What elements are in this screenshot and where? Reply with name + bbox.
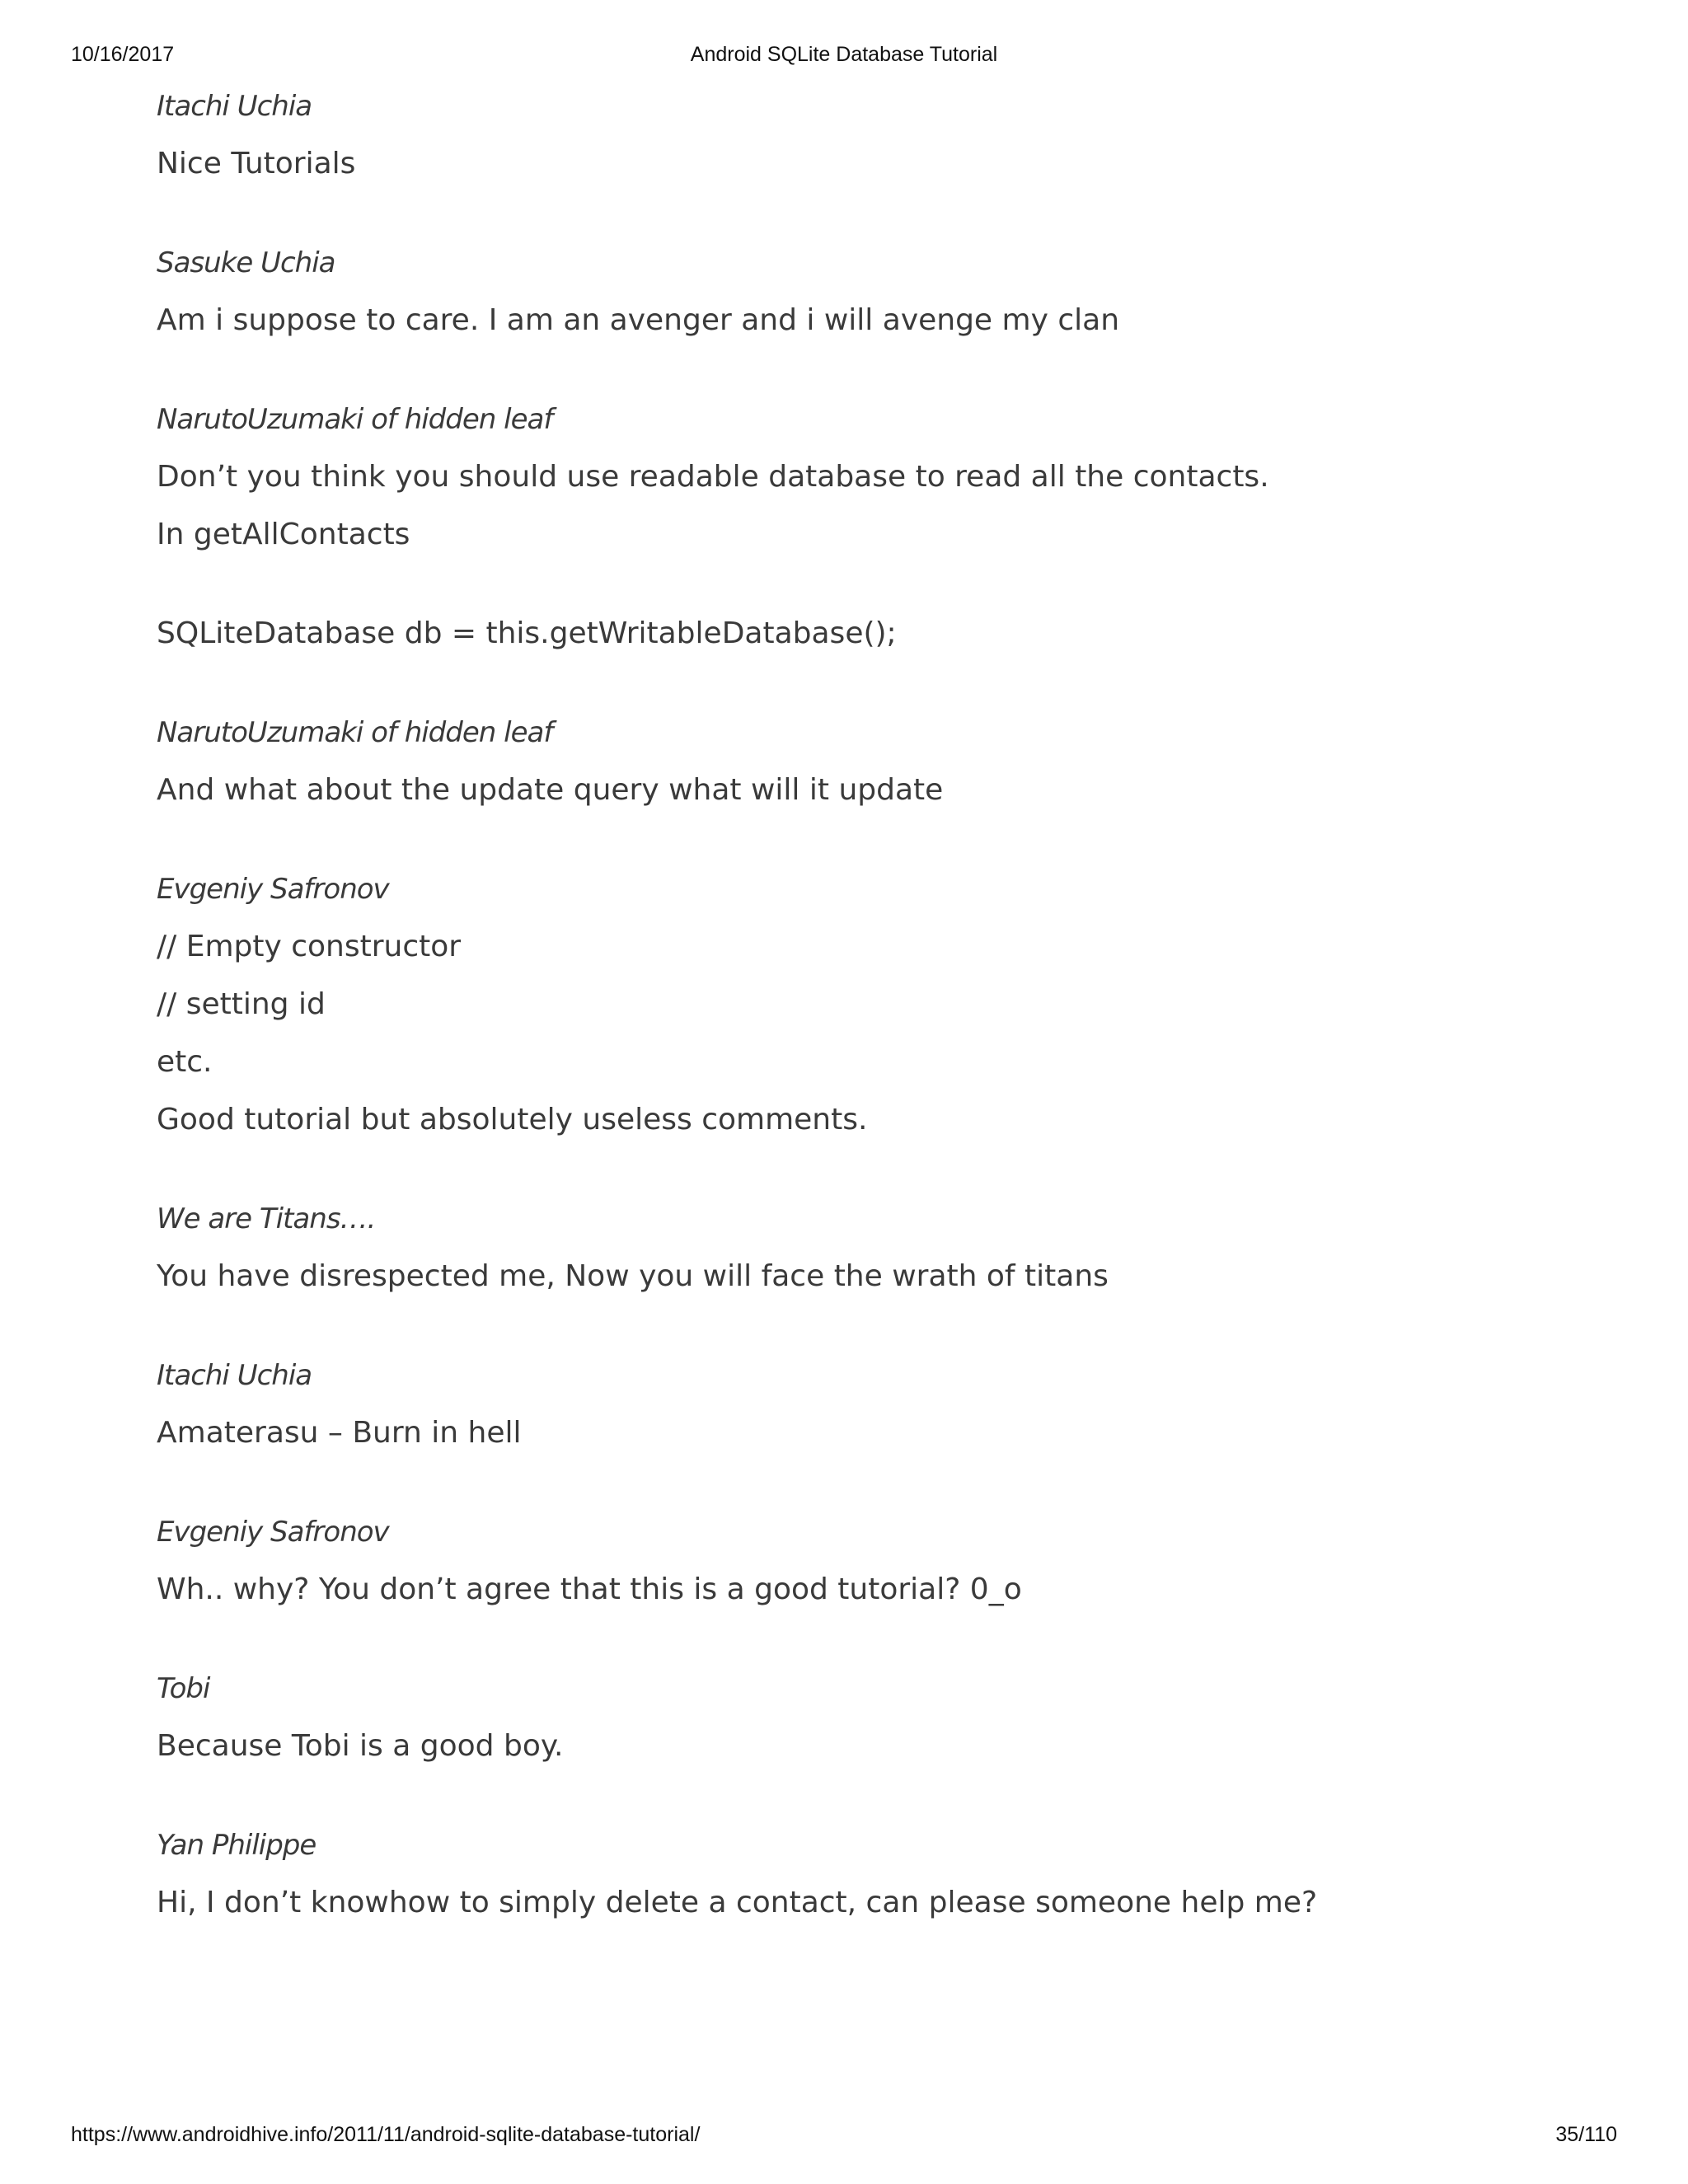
- comment: [157, 869, 1607, 1141]
- comment-author: Sasuke Uchia: [157, 246, 335, 279]
- comment-text: // Empty constructor: [157, 930, 462, 963]
- comment-text: Good tutorial but absolutely useless comments.: [157, 1103, 868, 1137]
- comment-text: Am i suppose to care. I am an avenger and i will avenge my clan: [157, 303, 1120, 337]
- comment: [157, 1668, 1607, 1767]
- comment-text: Hi, I don’t knowhow to simply delete a contact, can please someone help me?: [157, 1886, 1318, 1919]
- comment-text: // setting id: [157, 987, 326, 1021]
- comment-text: Wh.. why? You don’t agree that this is a good tutorial? 0_o: [157, 1572, 1022, 1606]
- comment-author: Yan Philippe: [157, 1829, 316, 1862]
- comment-author: Evgeniy Safronov: [157, 1516, 389, 1549]
- comment-text: etc.: [157, 1045, 213, 1079]
- comment: [157, 86, 1607, 185]
- print-date: 10/16/2017: [71, 43, 175, 66]
- comment-author: NarutoUzumaki of hidden leaf: [157, 716, 553, 749]
- print-title: Android SQLite Database Tutorial: [690, 43, 998, 66]
- comment-code-line: SQLiteDatabase db = this.getWritableDatabase();: [157, 616, 897, 650]
- comment-text: Don’t you think you should use readable database to read all the contacts.: [157, 460, 1269, 494]
- comment-author: Itachi Uchia: [157, 90, 312, 123]
- comment-list: [157, 86, 1607, 1981]
- comment: [157, 242, 1607, 341]
- print-url: https://www.androidhive.info/2011/11/android-sqlite-database-tutorial/: [71, 2123, 701, 2146]
- comment-text: Because Tobi is a good boy.: [157, 1729, 564, 1763]
- comment-text: Nice Tutorials: [157, 147, 356, 180]
- comment: [157, 1355, 1607, 1454]
- print-header: [71, 43, 1617, 71]
- comment-author: We are Titans….: [157, 1202, 376, 1235]
- print-footer: [71, 2123, 1617, 2151]
- comment: [157, 1825, 1607, 1924]
- comment: [157, 399, 1607, 654]
- comment-text: In getAllContacts: [157, 518, 410, 551]
- comment-author: NarutoUzumaki of hidden leaf: [157, 403, 553, 436]
- comment: [157, 1198, 1607, 1297]
- print-page-number: 35/110: [1555, 2123, 1617, 2146]
- comment-author: Tobi: [157, 1672, 210, 1705]
- comment: [157, 1511, 1607, 1610]
- comment-author: Evgeniy Safronov: [157, 873, 389, 906]
- comment-text: Amaterasu – Burn in hell: [157, 1416, 522, 1450]
- comment: [157, 712, 1607, 811]
- comment-author: Itachi Uchia: [157, 1359, 312, 1392]
- comment-text: You have disrespected me, Now you will face the wrath of titans: [157, 1259, 1109, 1293]
- comment-text: And what about the update query what will it update: [157, 773, 944, 807]
